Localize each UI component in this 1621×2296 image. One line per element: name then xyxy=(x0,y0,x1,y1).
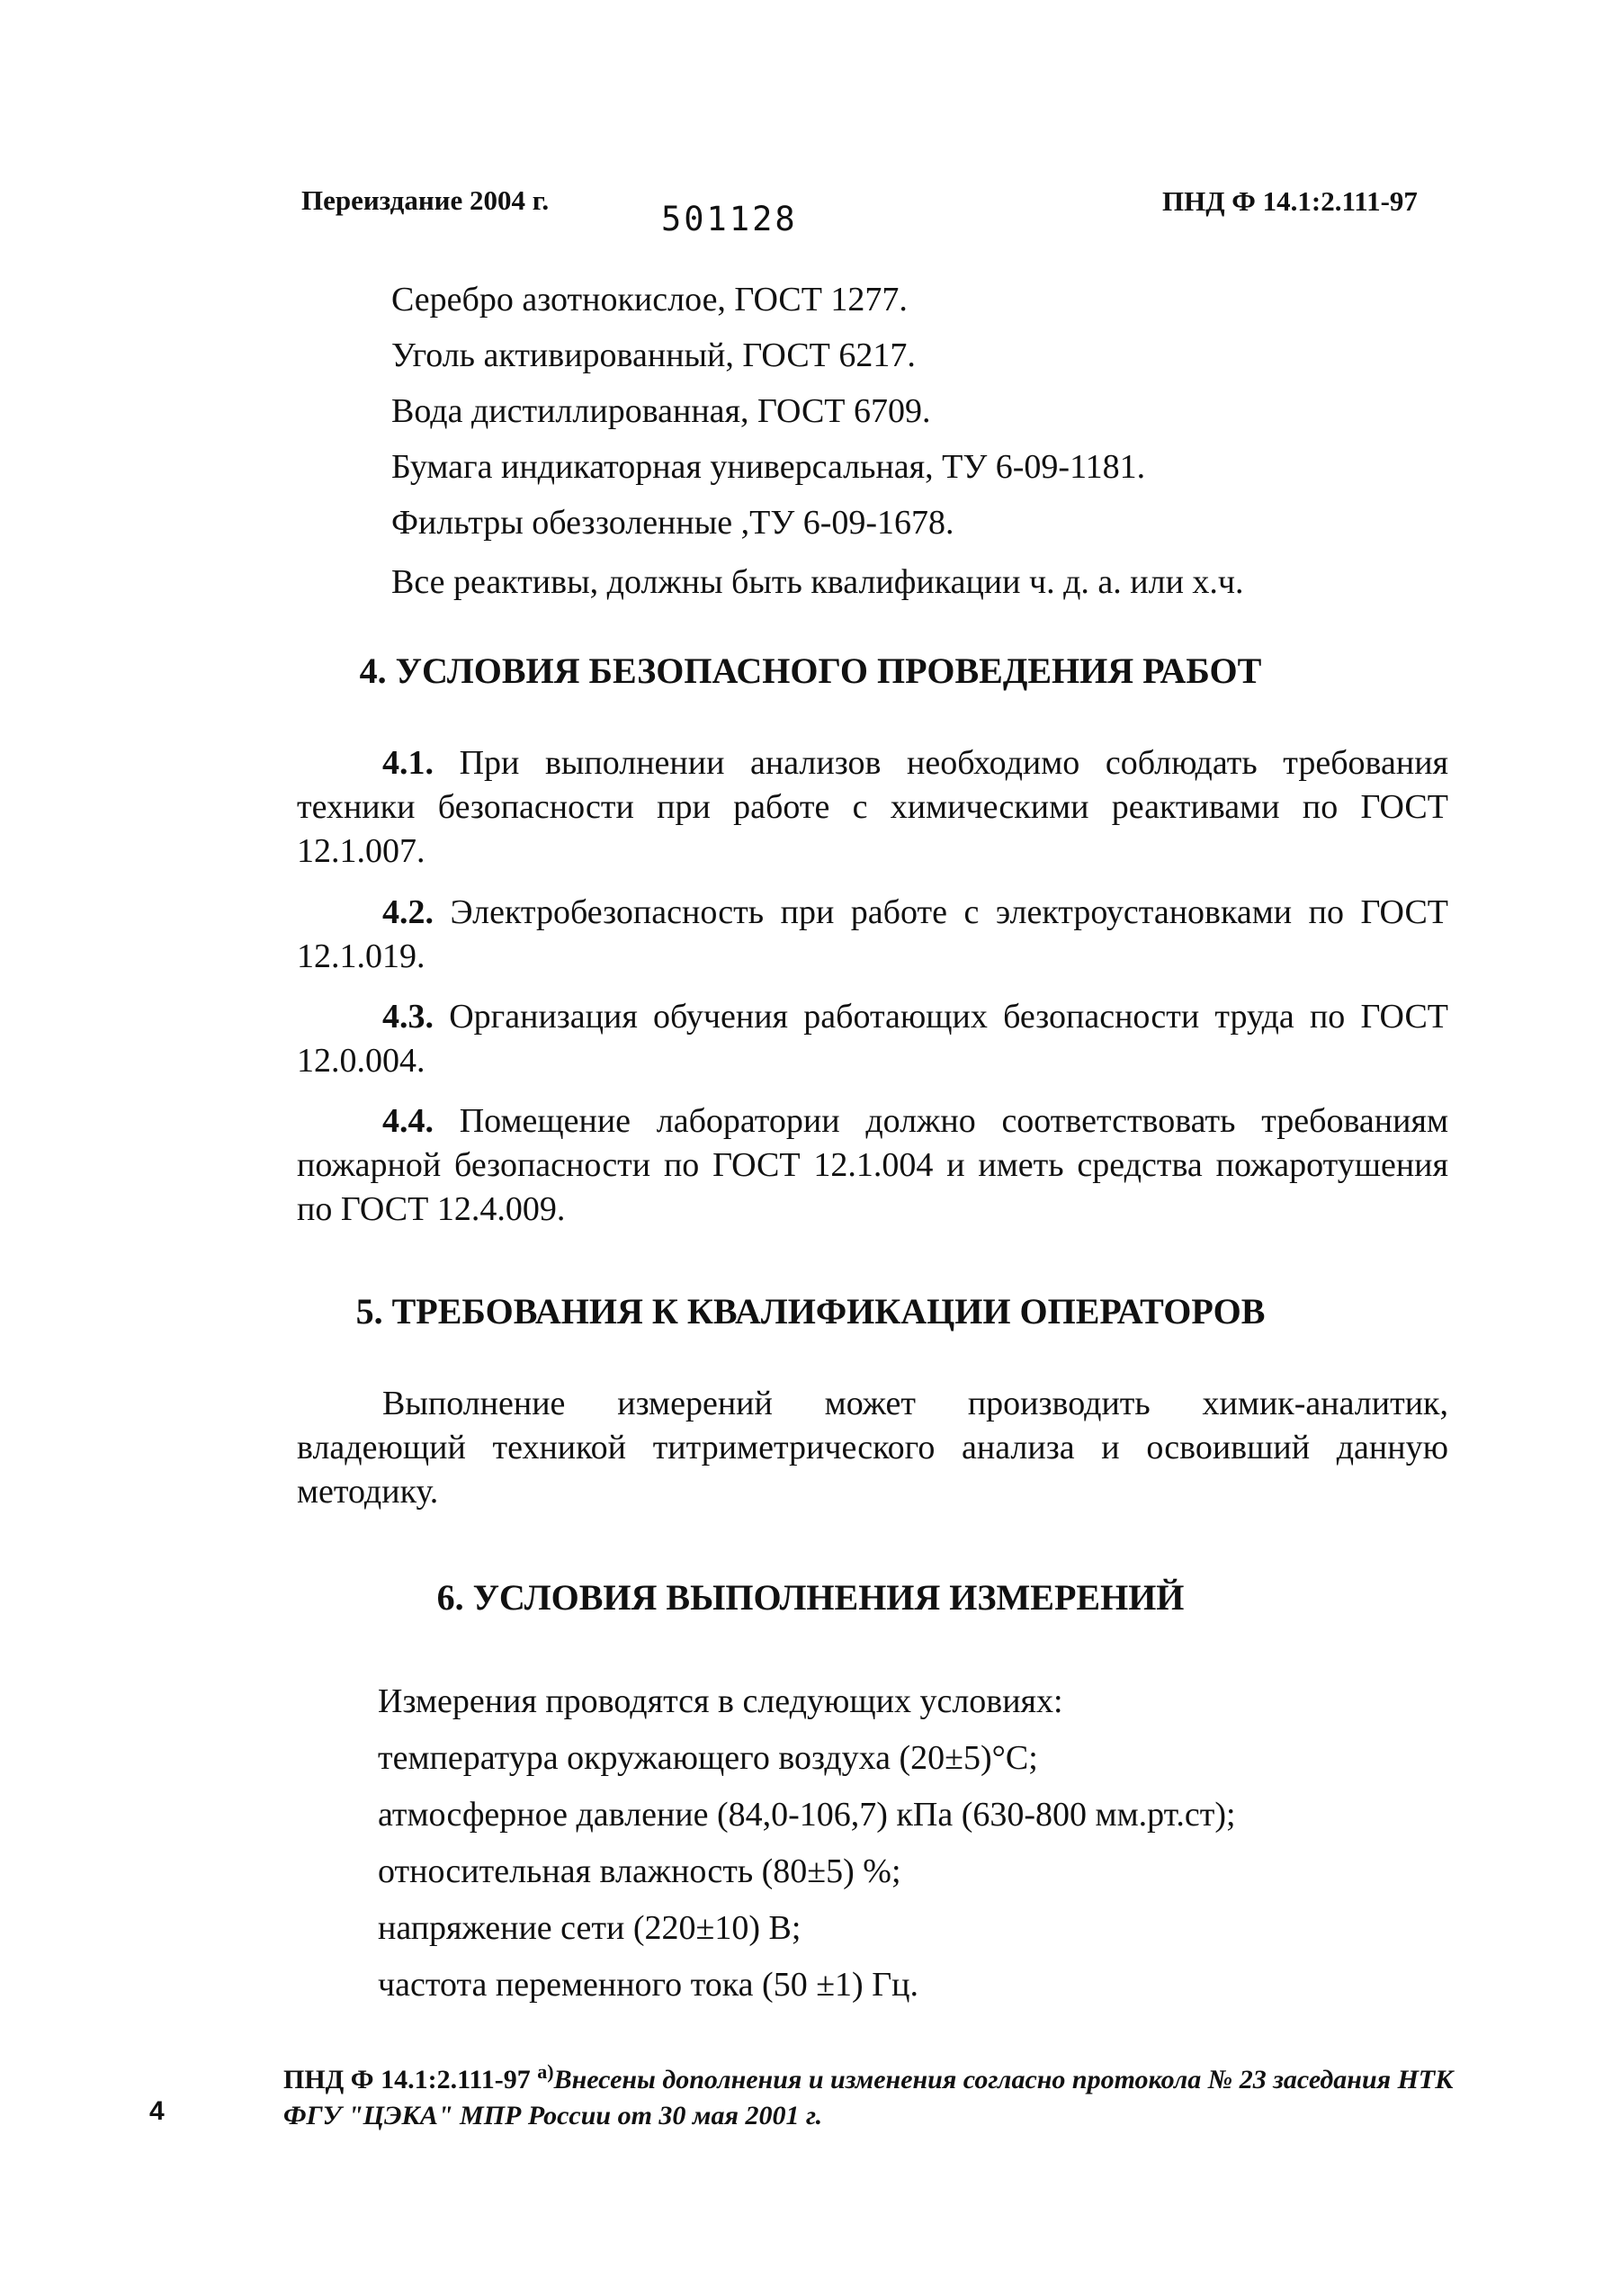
item-text: Организация обучения работающих безопасности труда по ГОСТ 12.0.004. xyxy=(297,998,1449,1080)
page-number: 4 xyxy=(149,2096,165,2126)
item-text: Электробезопасность при работе с электроустановками по ГОСТ 12.1.019. xyxy=(297,893,1449,975)
list-item: температура окружающего воздуха (20±5)°С; xyxy=(378,1739,1038,1777)
item-text: Помещение лаборатории должно соответствовать требованиям пожарной безопасности по ГОСТ 12.1.004 и иметь средства пожаротушения по ГОСТ 12.4.009. xyxy=(297,1102,1448,1228)
footer-code: ПНД Ф 14.1:2.111-97 xyxy=(283,2065,531,2094)
footnote-mark: а) xyxy=(537,2060,554,2083)
item-number: 4.3. xyxy=(382,998,434,1036)
list-item: Измерения проводятся в следующих условиях: xyxy=(378,1682,1063,1720)
reprint-label: Переиздание 2004 г. xyxy=(301,184,550,216)
document-code: ПНД Ф 14.1:2.111-97 xyxy=(1162,185,1418,217)
list-item: Все реактивы, должны быть квалификации ч. д. а. или х.ч. xyxy=(391,563,1244,601)
paragraph-4-3 xyxy=(297,995,1448,1083)
paragraph-5: Выполнение измерений может производить химик-аналитик, владеющий техникой титриметрического анализа и освоивший данную методику. xyxy=(297,1385,1448,1511)
reagents-list xyxy=(391,272,1244,610)
list-item: Уголь активированный, ГОСТ 6217. xyxy=(391,336,916,374)
list-item: Фильтры обеззоленные ,ТУ 6-09-1678. xyxy=(391,504,954,542)
document-number: 501128 xyxy=(661,200,798,238)
list-item: атмосферное давление (84,0-106,7) кПа (630-800 мм.рт.ст); xyxy=(378,1796,1236,1834)
list-item: Вода дистиллированная, ГОСТ 6709. xyxy=(391,392,931,430)
footer-note: Внесены дополнения и изменения согласно протокола № 23 заседания НТК ФГУ "ЦЭКА" МПР России от 30 мая 2001 г. xyxy=(283,2065,1454,2130)
section-6-title: 6. УСЛОВИЯ ВЫПОЛНЕНИЯ ИЗМЕРЕНИЙ xyxy=(436,1577,1185,1618)
list-item: относительная влажность (80±5) %; xyxy=(378,1852,901,1890)
item-text: При выполнении анализов необходимо соблюдать требования техники безопасности при работе с химическими реактивами по ГОСТ 12.1.007. xyxy=(297,744,1449,870)
section-5-title: 5. ТРЕБОВАНИЯ К КВАЛИФИКАЦИИ ОПЕРАТОРОВ xyxy=(355,1291,1266,1332)
item-number: 4.2. xyxy=(382,893,434,931)
item-number: 4.1. xyxy=(382,744,434,782)
list-item: Серебро азотнокислое, ГОСТ 1277. xyxy=(391,281,908,318)
paragraph-4-4 xyxy=(297,1099,1448,1232)
paragraph-4-2 xyxy=(297,891,1448,979)
amendment-note xyxy=(283,2054,1462,2134)
list-item: напряжение сети (220±10) В; xyxy=(378,1909,802,1947)
item-number: 4.4. xyxy=(382,1102,434,1140)
list-item: частота переменного тока (50 ±1) Гц. xyxy=(378,1966,919,2004)
section-4-title: 4. УСЛОВИЯ БЕЗОПАСНОГО ПРОВЕДЕНИЯ РАБОТ xyxy=(359,650,1262,691)
conditions-list xyxy=(378,1673,1236,2013)
paragraph-4-1 xyxy=(297,741,1448,874)
list-item: Бумага индикаторная универсальная, ТУ 6-09-1181. xyxy=(391,448,1146,486)
